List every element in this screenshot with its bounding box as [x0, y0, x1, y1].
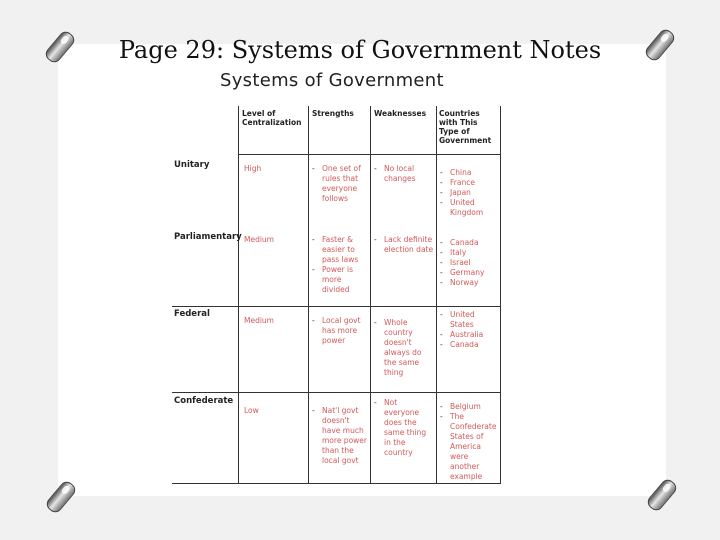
list-item: - One set of rules that everyone follows: [310, 164, 368, 204]
list-item: - No local changes: [372, 164, 434, 184]
list-item: - Whole country doesn't always do the same thing: [372, 318, 434, 378]
countries-list: [438, 310, 498, 350]
column-divider: [436, 106, 437, 484]
row-divider: [238, 154, 500, 155]
list-item: - Canada: [438, 238, 498, 248]
weaknesses-list: [372, 398, 434, 458]
weaknesses-list: [372, 235, 434, 255]
list-item: - Nat'l govt doesn't have much more power than the local govt: [310, 406, 368, 466]
header-strengths: Strengths: [312, 109, 354, 118]
row-divider: [172, 306, 500, 307]
list-item: - Not everyone does the same thing in the country: [372, 398, 434, 458]
weaknesses-list: [372, 164, 434, 184]
row-label-parliamentary: Parliamentary: [174, 232, 242, 242]
list-item: - Faster & easier to pass laws: [310, 235, 368, 265]
column-divider: [370, 106, 371, 484]
notes-document: [170, 68, 510, 488]
list-item: - Power is more divided: [310, 265, 368, 295]
countries-list: [438, 238, 498, 288]
level-value: High: [244, 164, 262, 173]
list-item: - Israel: [438, 258, 498, 268]
strengths-list: [310, 406, 368, 466]
list-item: - United States: [438, 310, 498, 330]
slide-title: Page 29: Systems of Government Notes: [118, 36, 602, 64]
level-value: Low: [244, 406, 259, 415]
list-item: - Germany: [438, 268, 498, 278]
list-item: - Australia: [438, 330, 498, 340]
list-item: - Local govt has more power: [310, 316, 368, 346]
pin-icon: [44, 479, 78, 515]
strengths-list: [310, 316, 368, 346]
column-divider: [238, 106, 239, 484]
countries-list: [438, 402, 498, 482]
level-value: Medium: [244, 235, 274, 244]
strengths-list: [310, 235, 368, 295]
level-value: Medium: [244, 316, 274, 325]
list-item: - Lack definite election date: [372, 235, 434, 255]
header-weaknesses: Weaknesses: [374, 109, 427, 118]
column-divider: [308, 106, 309, 484]
list-item: - Japan: [438, 188, 498, 198]
countries-list: [438, 168, 498, 218]
list-item: - The Confederate States of America were another example: [438, 412, 498, 482]
list-item: - Norway: [438, 278, 498, 288]
row-label-confederate: Confederate: [174, 396, 234, 406]
list-item: - Italy: [438, 248, 498, 258]
weaknesses-list: [372, 318, 434, 378]
list-item: - China: [438, 168, 498, 178]
list-item: - United Kingdom: [438, 198, 498, 218]
document-title: Systems of Government: [220, 70, 444, 91]
row-divider: [172, 483, 500, 484]
row-divider: [172, 392, 500, 393]
header-level: Level of Centralization: [242, 109, 302, 127]
header-countries: Countries with This Type of Government: [439, 109, 492, 145]
strengths-list: [310, 164, 368, 204]
row-label-unitary: Unitary: [174, 160, 210, 170]
row-label-federal: Federal: [174, 309, 210, 319]
list-item: - Belgium: [438, 402, 498, 412]
list-item: - France: [438, 178, 498, 188]
column-divider: [500, 106, 501, 484]
list-item: - Canada: [438, 340, 498, 350]
